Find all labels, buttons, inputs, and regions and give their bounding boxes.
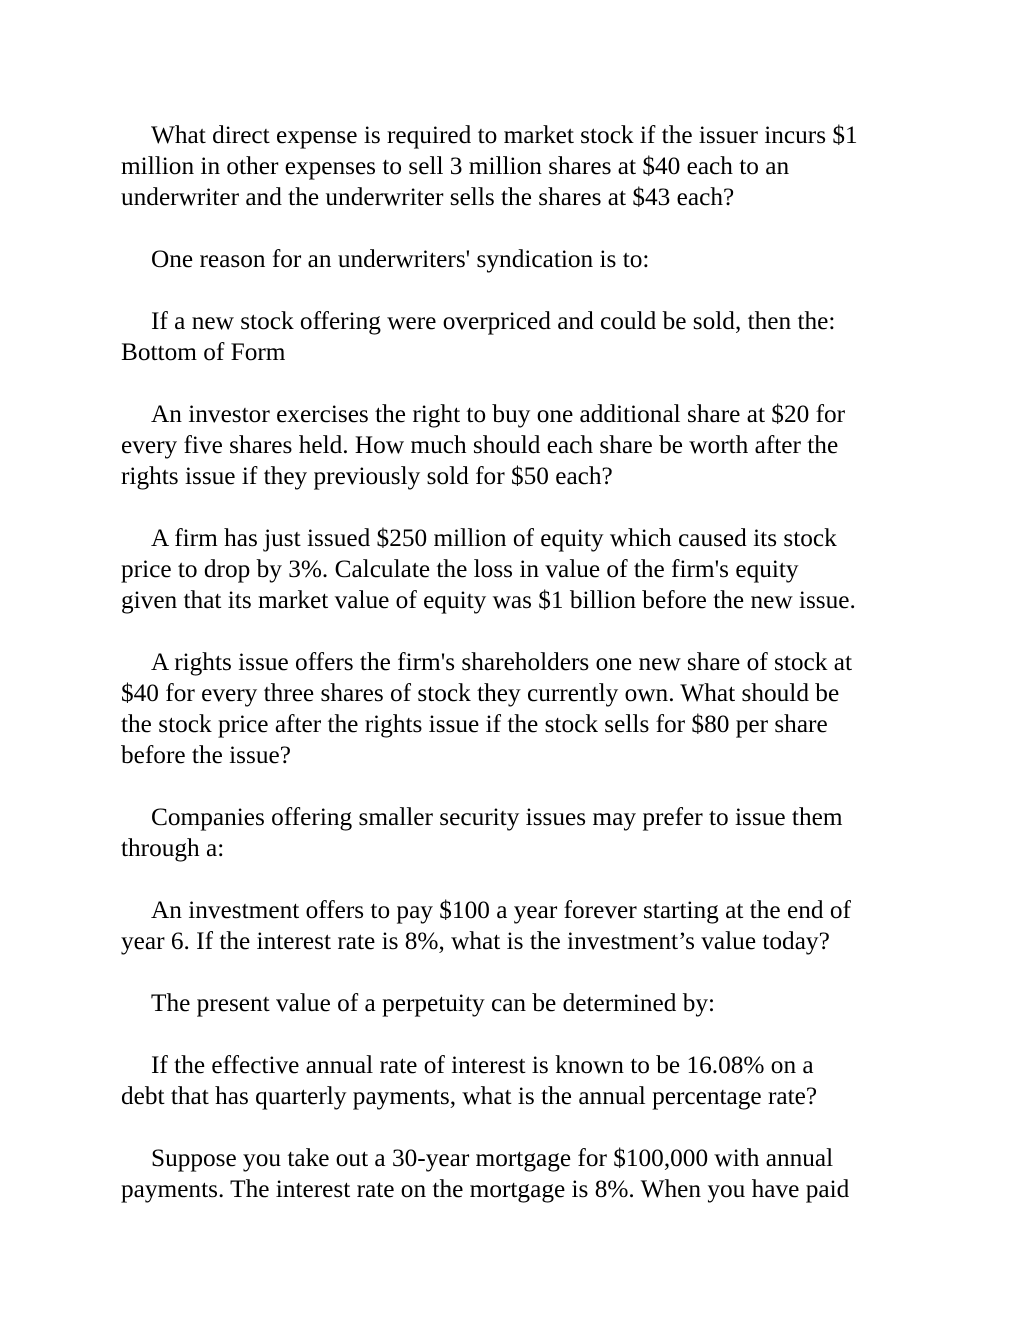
paragraph-line: A rights issue offers the firm's shareholders one new share of stock at [151, 648, 852, 676]
question-paragraph [121, 895, 911, 957]
paragraph-line: An investment offers to pay $100 a year forever starting at the end of [151, 896, 851, 924]
paragraph-line: Bottom of Form [121, 338, 286, 366]
paragraph-line: What direct expense is required to market stock if the issuer incurs $1 [151, 121, 858, 149]
question-paragraph [121, 399, 911, 492]
paragraph-line: The present value of a perpetuity can be determined by: [151, 989, 716, 1017]
paragraph-line: payments. The interest rate on the mortgage is 8%. When you have paid [121, 1175, 850, 1203]
paragraph-line: given that its market value of equity was $1 billion before the new issue. [121, 586, 856, 614]
question-paragraph [121, 306, 911, 368]
question-paragraph [121, 1143, 911, 1205]
paragraph-line: before the issue? [121, 741, 291, 769]
paragraph-line: underwriter and the underwriter sells the shares at $43 each? [121, 183, 735, 211]
document-body [121, 120, 911, 1236]
paragraph-line: $40 for every three shares of stock they currently own. What should be [121, 679, 840, 707]
paragraph-line: rights issue if they previously sold for $50 each? [121, 462, 613, 490]
paragraph-line: Suppose you take out a 30-year mortgage for $100,000 with annual [151, 1144, 834, 1172]
paragraph-line: One reason for an underwriters' syndication is to: [151, 245, 650, 273]
question-paragraph [121, 1050, 911, 1112]
question-paragraph [121, 523, 911, 616]
paragraph-line: price to drop by 3%. Calculate the loss in value of the firm's equity [121, 555, 799, 583]
question-paragraph [121, 802, 911, 864]
question-paragraph [121, 988, 911, 1019]
paragraph-line: every five shares held. How much should each share be worth after the [121, 431, 839, 459]
paragraph-line: An investor exercises the right to buy one additional share at $20 for [151, 400, 846, 428]
paragraph-line: A firm has just issued $250 million of equity which caused its stock [151, 524, 837, 552]
paragraph-line: If the effective annual rate of interest is known to be 16.08% on a [151, 1051, 814, 1079]
paragraph-line: If a new stock offering were overpriced and could be sold, then the: [151, 307, 836, 335]
paragraph-line: Companies offering smaller security issues may prefer to issue them [151, 803, 843, 831]
paragraph-line: million in other expenses to sell 3 million shares at $40 each to an [121, 152, 790, 180]
paragraph-line: through a: [121, 834, 225, 862]
question-paragraph [121, 647, 911, 771]
paragraph-line: year 6. If the interest rate is 8%, what is the investment’s value today? [121, 927, 830, 955]
paragraph-line: debt that has quarterly payments, what is the annual percentage rate? [121, 1082, 818, 1110]
question-paragraph [121, 120, 911, 213]
paragraph-line: the stock price after the rights issue if the stock sells for $80 per share [121, 710, 828, 738]
question-paragraph [121, 244, 911, 275]
